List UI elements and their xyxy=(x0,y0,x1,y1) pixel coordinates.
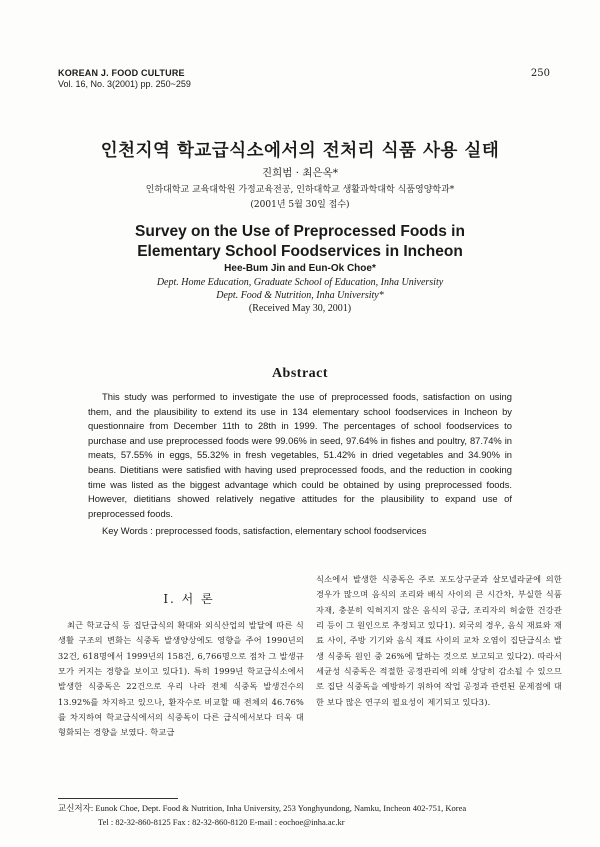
section-heading-introduction: I. 서 론 xyxy=(163,592,215,606)
english-title-line1: Survey on the Use of Preprocessed Foods in xyxy=(135,223,465,240)
keywords: Key Words : preprocessed foods, satisfaction, elementary school foodservices xyxy=(102,525,427,536)
english-affiliation-line1: Dept. Home Education, Graduate School of Education, Inha University xyxy=(156,277,444,288)
correspondence-address: 교신저자: Eunok Choe, Dept. Food & Nutrition, Inha University, 253 Yonghyundong, Namku, Incheon 402-751, Korea xyxy=(58,803,467,813)
english-authors: Hee-Bum Jin and Eun-Ok Choe* xyxy=(224,263,376,274)
intro-left-column: 최근 학교급식 등 집단급식의 확대와 외식산업의 발달에 따른 식생활 구조의 변화는 식중독 발생양상에도 영향을 주어 1990년의 32건, 618명에서 1999년의 158건, 6,766명으로 점차 그 발생규모가 커지는 경향을 보이고 있다1). 특히 1999년 학교급식소에서 발생한 식중독은 22건으로 우리 나라 전체 식중독 발생건수의 13.92%를 차지하고 있으나, 환자수로 비교할 때 전체의 46.76%를 차지하여 학교급식에서의 식중독이 다른 급식에서보다 더욱 대형화되는 경향을 보였다. 학교급 xyxy=(58,620,304,738)
journal-header xyxy=(58,68,191,90)
footnote-divider xyxy=(58,798,178,799)
english-affiliation xyxy=(0,277,600,302)
journal-name: KOREAN J. FOOD CULTURE xyxy=(58,68,185,78)
correspondence-footnote xyxy=(58,802,558,829)
intro-right-column: 식소에서 발생한 식중독은 주로 포도상구균과 살모넬라균에 의한 경우가 많으며 음식의 조리와 배식 사이의 큰 시간차, 부실한 식품자재, 충분히 익혀지지 않은 음식의 공급, 조리자의 허술한 건강관리 등이 그 원인으로 추정되고 있다1). 외국의 경우, 음식 재료와 재료 사이, 주방 기기와 음식 재료 사이의 교차 오염이 집단급식소 발생 식중독 원인 중 26%에 달하는 것으로 보고되고 있다2). 따라서 세균성 식중독은 적절한 공정관리에 의해 상당히 감소될 수 있으므로 집단 식중독을 예방하기 위하여 작업 공정과 관련된 문제점에 대한 보다 많은 연구의 필요성이 제기되고 있다3). xyxy=(316,574,562,707)
volume-info: Vol. 16, No. 3(2001) pp. 250~259 xyxy=(58,79,191,89)
korean-affiliation: 인하대학교 교육대학원 가정교육전공, 인하대학교 생활과학대학 식품영양학과* xyxy=(145,185,455,195)
korean-received-date: (2001년 5월 30일 접수) xyxy=(250,200,350,210)
english-title-line2: Elementary School Foodservices in Incheon xyxy=(137,243,463,260)
page-number: 250 xyxy=(530,68,550,79)
english-affiliation-line2: Dept. Food & Nutrition, Inha University* xyxy=(216,289,384,301)
abstract-body: This study was performed to investigate the use of preprocessed foods, satisfaction on using them, and the plausibility to extend its use in 134 elementary school foodservices in Incheon by questionnaire from December 11th to 28th in 1999. The percentages of school foodservices to purchase and use preprocessed foods were 99.06% in seed, 97.64% in fishes and poultry, 87.74% in meats, 57.55% in eggs, 55.32% in fresh vegetables, 51.42% in dried vegetables and 34.90% in beans. Dietitians were satisfied with having used preprocessed foods, and the reduction in cooking time was listed as the biggest advantage which could be obtained by using preprocessed foods. However, dietitians showed relatively negative attitudes for the plausibility to expand use of preprocessed foods. xyxy=(88,391,512,519)
korean-authors: 진희범 · 최은옥* xyxy=(261,167,339,179)
english-title xyxy=(0,222,600,262)
abstract-heading: Abstract xyxy=(271,366,329,381)
korean-title: 인천지역 학교급식소에서의 전처리 식품 사용 실태 xyxy=(100,141,500,161)
correspondence-contact: Tel : 82-32-860-8125 Fax : 82-32-860-8120 E-mail : eochoe@inha.ac.kr xyxy=(98,816,345,827)
english-received-date: (Received May 30, 2001) xyxy=(248,303,352,314)
